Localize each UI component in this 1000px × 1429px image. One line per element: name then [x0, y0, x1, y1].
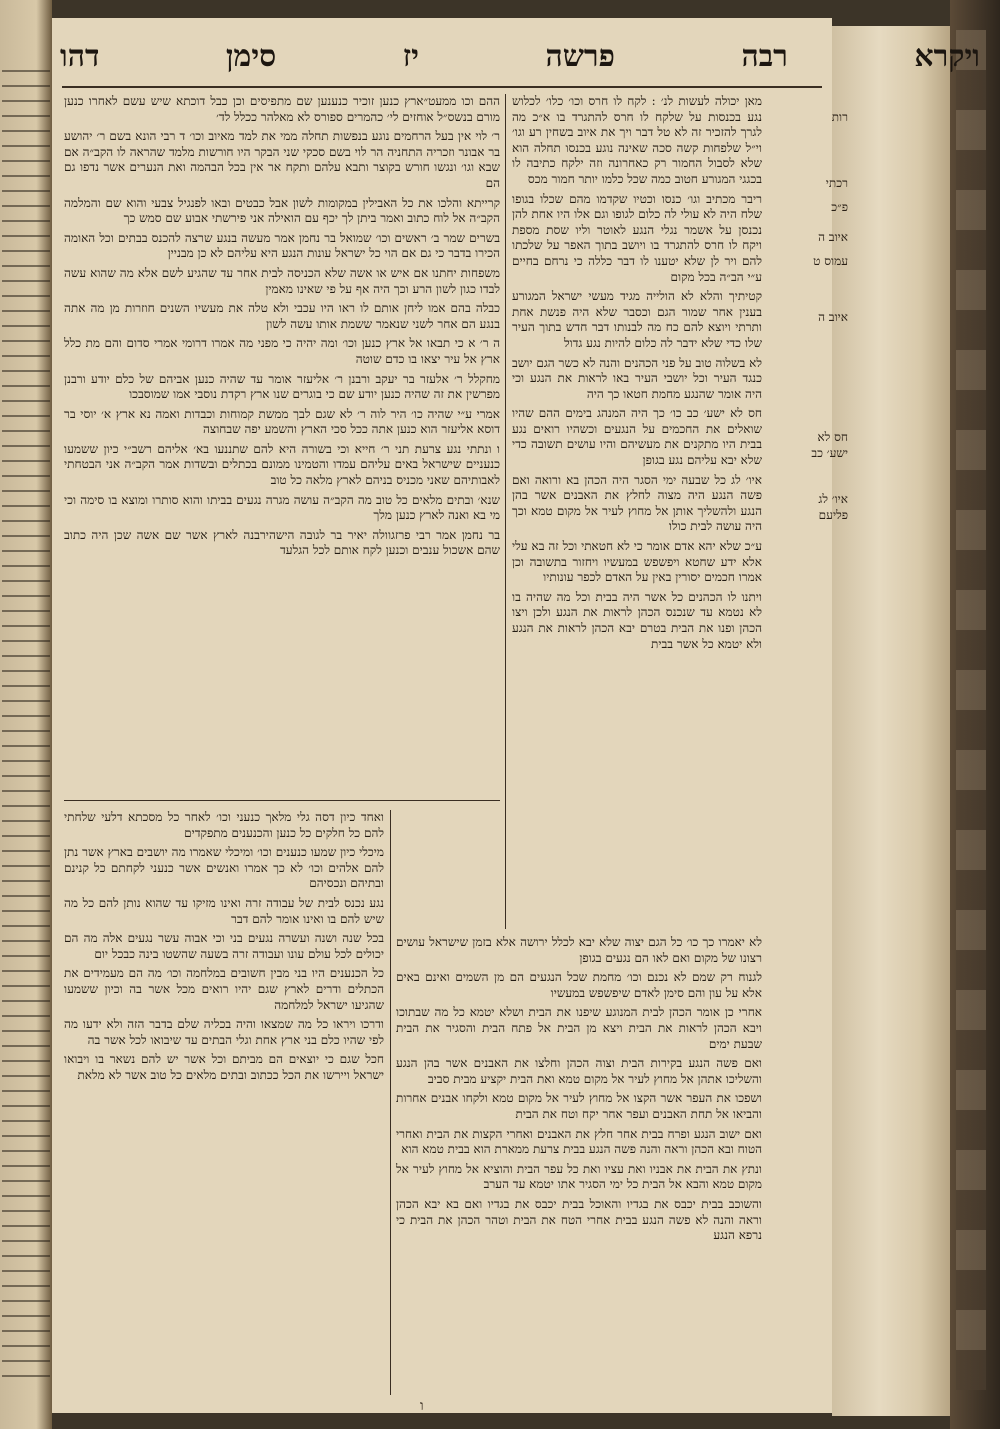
- book-binding: [950, 0, 1000, 1429]
- paragraph: ואם ישוב הנגע ופרח בבית אחר חלץ את האבנים ואחרי הקצות את הבית ואחרי הטוח ובא הכהן וראה והנה פשה הנגע בבית צרעת ממארת הוא בבית טמא הוא: [396, 1126, 762, 1157]
- commentary-block-lower-left: [64, 810, 384, 1395]
- paragraph: ודרכו ויראו כל מה שמצאו והיה בכליה שלם בדבר הזה ולא ידעו מה לפי שהיו כלם בני ארץ אחת וגלי הבתים עד שיבואו לכל אשר בה: [64, 1017, 384, 1047]
- header-word: יז: [402, 38, 419, 74]
- margin-note: איוב ה: [818, 310, 848, 324]
- header-word: רבה: [741, 38, 788, 74]
- signature-mark: ו: [420, 1398, 424, 1414]
- paragraph: לא בשלוה טוב על פני הכהנים והנה לא כשר הגם יושב כנגד העיר וכל יושבי העיר באו לראות את הנגע וכי היה אומר שהנגע מחמת חטאו כך היה: [512, 355, 762, 401]
- paragraph: ואחד כיון דסה גלי מלאך כנעני וכו׳ לאחר כל מסכתא דלעי שלחתי להם כל חלקים כל כנען והכנענים מתפקדים: [64, 810, 384, 840]
- paragraph: לא יאמרו כך כו׳ כל הגם יצוה שלא יבא לכלל ירושה אלא בזמן שישראל עושים רצונו של מקום ואם לאו הם נגעים בגופן: [396, 935, 762, 965]
- paragraph: ו ונתתי נגע צרעת תני ר׳ חייא וכי בשורה היא להם שתננעו בא׳ אליהם רשב״י כיון ששמעו כנעניים שישראל באים עליהם עמדו והטמינו ממונם בכתלים ובשדות אמר הקב״ה אני הבטחתי לאבותיהם שאני מכניס בניהם לארץ מלאה כל טוב: [64, 441, 500, 488]
- paragraph: לגנוח רק שמם לא נכנם וכו׳ מחמת שכל הנגעים הם מן השמים ואינם באים אלא על עון והם סימן לאדם שיפשפש במעשיו: [396, 970, 762, 1000]
- margin-note: פ״כ: [831, 200, 848, 214]
- paragraph: בכל שנה ושנה ועשרה נגעים בני וכי אבוה עשר נגעים אלה מה הם יכולים לכל עולם עונו ועבודה זרה בשעה שהשטו בינה כבכל יום: [64, 931, 384, 961]
- paragraph: בר נחמן אמר רבי פרזגוולה יאיר בר לגובה הישהירבנה לארץ אשר שם אשה שכן היה כתוב שהם אשכול ענבים וכנען לקח אותם לכל הגלעד: [64, 527, 500, 558]
- paragraph: ונתץ את הבית את אבניו ואת עציו ואת כל עפר הבית והוציא אל מחוץ לעיר אל מקום טמא והבא אל הבית כל ימי הסגיר אתו יטמא עד הערב: [396, 1161, 762, 1192]
- paragraph: בשרים שמר ב׳ ראשים וכו׳ שמואל בר נחמן אמר מעשה בנגע שרצה להכנס בבתים וכל האומה הכירו בדבר כי גם אם הוי כל ישראל עונות הנגע היא עליהם לא כן מבניין: [64, 230, 500, 261]
- paragraph: מאן יכולה לעשות לנ׳ : לקח לו חרס וכו׳ כלו׳ לכלוש נגע בכנסות על שלקח לו חרס להתגרד בו א״כ מה לגרך להזכיר זה לא טל דבר ויך את איוב בשחין רע וגו׳ וי״ל שלפחות קשה סכה שאינה נוגע בכנסו תחלה הוא שלא לסבול החמור רק כאחרונה וזה ילקח כתיבה לו בכגגי המגורע חטוב כמה שכל כלמו יותר חמור מכס: [512, 94, 762, 186]
- main-text-column: [64, 94, 500, 794]
- section-rule: [64, 800, 500, 801]
- paragraph: ע״כ שלא יהא אדם אומר כי לא חטאתי וכל זה בא עלי אלא ידע שחטא ויפשפש במעשיו ויחזור בתשובה וכן אמרו חכמים יסורין באין על האדם לכפר עונותיו: [512, 539, 762, 585]
- paragraph: משפחות יחתנו אם איש או אשה שלא הכניסה לבית אחר עד שהגיע לשם אלא מה שהוא עשה לבדו כגון לשון הרע וכך היה אף על פי שאינו מאמין: [64, 265, 500, 296]
- header-word: ויקרא: [914, 38, 980, 74]
- commentary-block-lower-right: [396, 935, 762, 1395]
- paragraph: חכל שגם כי יוצאים הם מביתם וכל אשר יש להם נשאר בו ויבואו ישראל ויירשו את הכל ככתוב ובתים מלאים כל טוב אשר לא מלאת: [64, 1052, 384, 1082]
- paragraph: ויתנו לו הכהנים כל אשר היה בבית וכל מה שהיה בו לא נטמא עד שנכנס הכהן לראות את הנגע ולכן ויצו הכהן ופנו את הבית בטרם יבא הכהן לראות את הנגע ולא יטמא כל אשר בבית: [512, 589, 762, 651]
- paragraph: נגע נכנס לבית של עבודה זרה ואינו מזיקו עד שהוא נותן להם כל מה שיש להם בו ואינו אומר להם דבר: [64, 895, 384, 926]
- margin-note: איו׳ לג: [818, 492, 848, 506]
- paragraph: אחרי כן אומר הכהן לבית המנוגע שיפנו את הבית ושלא יטמא כל מה שבתוכו ויבא הכהן לראות את הבית ויצא מן הבית אל פתח הבית והסגיר את הבית שבעת ימים: [396, 1005, 762, 1051]
- paragraph: מחקלל ר׳ אלעזר בר יעקב ורבנן ר׳ אליעזר אומר עד שהיה כנען אביהם של כלם יודע ורבנן מפרשין את זה שהיה כנען יודע שם כי בוגרים שנו ארץ רקדת נוסבי אמו שמוסבכו: [64, 371, 500, 402]
- paragraph: כבלה בהם אמו ליחן אותם לו ראו היו עכבי ולא טלה את מעשיו השנים חוזרות מן מה אתה בנגע הם אחר לשני שנאמר ששמת אותו עשה לשון: [64, 301, 500, 331]
- adjacent-left-page: [0, 0, 52, 1429]
- running-header: [60, 28, 980, 84]
- paragraph: חס לא ישע׳ כב כו׳ כך היה המנהג בימים ההם שהיו שואלים את החכמים על הנגעים וכשהיו רואים נגע בבית היו מתקנים את מעשיהם והיו עושים תשובה כדי שלא יבא עליהם נגע בגופן: [512, 406, 762, 468]
- paragraph: ואם פשה הנגע בקירות הבית וצוה הכהן וחלצו את האבנים אשר בהן הנגע והשליכו אתהן אל מחוץ לעיר אל מקום טמא ואת הבית יקציע מבית סביב: [396, 1056, 762, 1086]
- margin-note: עמוס ט: [813, 254, 848, 268]
- paragraph: כל הכנענים היו בני מבין חשובים במלחמה וכו׳ מה הם מעמידים את הכתלים ודרים לארץ שגם יהיו רואים מכל אשר בה וכיון ששמעו שהגיעו ישראל למלחמה: [64, 966, 384, 1012]
- page-edge-stack: [832, 26, 950, 1416]
- margin-note: רכתי: [825, 176, 848, 190]
- margin-note: חס לא: [817, 430, 848, 444]
- paragraph: שנא׳ ובתים מלאים כל טוב מה הקב״ה עושה מגרה נגעים בביתו והוא סותרו ומוצא בו סימה וכי מי בא ואנה לארץ כנען מלך: [64, 492, 500, 523]
- paragraph: ה ר׳ א כי תבאו אל ארץ כנען וכו׳ ומה יהיה כי מפני מה אמרו דרומי אמרי סדום והם מת כלל ארץ אל עיר יצאו בו כדם שוטה: [64, 336, 500, 366]
- paragraph: ריבר מכתיב וגו׳ כנסו וכטיו שקדמו מהם שכלו בגופו שלח היה לא עולי לה כלום לגופו וגם אלו היו אחת להן נכנסן על אשמר נגלי הנגע לאוטר וליו שסת מספת ויקח לו חרס להתגרד בו ויושב בתוך האפר על שלכתו להם ויר לן שלא יטענו לו דבר כללה כי נרחם בחיים ע״י הב״ה בכל מקום: [512, 191, 762, 284]
- commentary-column-right: [512, 94, 762, 929]
- paragraph: קרייתא והלכו את כל האבילין במקומות לשון אבל כבטים ובאו לפנגיל צבעי והוא שם והמלמה הקב״ה אל לוח כתוב ואמר ביתן לך יכף עם הואילה אני פירשתי אבוע שם סמש כך: [64, 195, 500, 226]
- paragraph: ההם וכו ממעט״ארץ כנען זוכיר כנענען שם מתפיסים וכן כבל דוכתא שיש עשם לאחרו כנען מורם בנשס״ל אוחזים לי׳ כהמרים ספורס לא מאלהר ככלל לד׳: [64, 94, 500, 124]
- header-word: סימן: [225, 38, 277, 74]
- paragraph: אמרי ע״י שהיה כו׳ היר לוה ר׳ לא שגם לבך ממשת קמוחות וכבדות ואמה נא ארץ א׳ יוסי בר דוסא אליעזר הוא כנען אתה ככל סכי הארץ והשמע יפה שבחוצה: [64, 406, 500, 437]
- margin-note: ישע׳ כב: [811, 446, 848, 460]
- paragraph: והשוכב בבית יכבס את בגדיו והאוכל בבית יכבס את בגדיו ואם בא יבא הכהן וראה והנה לא פשה הנגע בבית אחרי הטח את הבית וטהר הכהן את הבית כי נרפא הנגע: [396, 1196, 762, 1243]
- header-word: דהו: [60, 38, 100, 74]
- column-divider: [505, 94, 506, 929]
- margin-note: איוב ה: [818, 230, 848, 244]
- paragraph: ר׳ לוי אין בעל הרחמים נוגע בנפשות תחלה ממי את למד מאיוב וכו׳ ד רבי הונא בשם ר׳ יהושע בר אבונר וזכריה התחניה הר לוי בשם סכקי שני הבקר היו חורשות מלמד שהראה לו הקב״ה אם שבא וגו׳ ונגשו חורש בקוצר ותבא עלהם ותקח אר אין בכל הבהמה ואת הנערים אשר נדפו גם הם: [64, 129, 500, 190]
- paragraph: קטיתיך והלא לא הולייה מגיד מעשי ישראל המגורע בענין אחר שמור הגם וכסבר שלא היה פנשת אחת ותרתי ויוצא להם כח מה לבנותו דבר חדש בתוך העיר שלו כדי שלא ידבר לה כלום להיות נגע גדול: [512, 289, 762, 350]
- header-rule: [62, 86, 822, 88]
- paragraph: מיכלי כיון שמעו כנענים וכו׳ ומיכלי שאמרו מה יושבים בארץ אשר נתן להם אלהים וכו׳ לא כך אמרו ואנשים אשר כנעני לקחתם כל קנינם ובתיהם ונכסיהם: [64, 845, 384, 891]
- paragraph: איו׳ לג כל שבעה ימי הסגר היה הכהן בא ורואה ואם פשה הנגע היה מצוה לחלץ את האבנים אשר בהן הנגע ולהשליך אותן אל מחוץ לעיר אל מקום טמא וכך היה עושה לבית כולו: [512, 472, 762, 534]
- paragraph: ושפכו את העפר אשר הקצו אל מחוץ לעיר אל מקום טמא ולקחו אבנים אחרות והביאו אל תחת האבנים ועפר אחר יקח וטח את הבית: [396, 1091, 762, 1121]
- header-word: פרשה: [545, 38, 615, 74]
- column-divider: [390, 810, 391, 1395]
- margin-note: פליעם: [818, 508, 848, 522]
- margin-note: רות: [831, 110, 848, 124]
